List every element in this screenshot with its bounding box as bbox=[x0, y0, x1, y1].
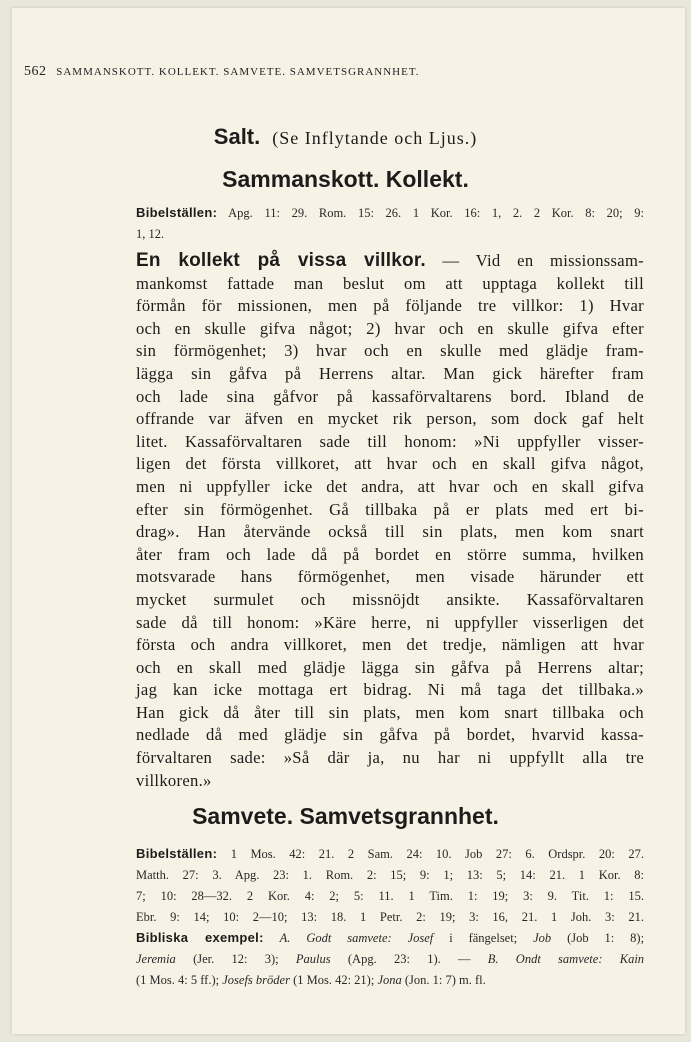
example-name: Paulus bbox=[295, 952, 331, 966]
text-line: jag kan icke mottaga ert bidrag. Ni må taga det tillbaka.» bbox=[136, 680, 644, 700]
example-ref: (Jer. 12: 3); bbox=[193, 952, 279, 966]
example-heading: Godt samvete: bbox=[306, 931, 392, 945]
example-ref: (1 Mos. 42: 21); bbox=[293, 973, 375, 987]
text-line: nedlade då med glädje sin gåfva på bordet, hvarvid kassa- bbox=[136, 725, 644, 745]
refs-label: Bibelställen: bbox=[136, 846, 218, 861]
refs-line: 1 Mos. 42: 21. 2 Sam. 24: 10. Job 27: 6. Ordspr. 20: 27. bbox=[230, 847, 644, 861]
running-title: SAMMANSKOTT. KOLLEKT. SAMVETE. SAMVETSGRANNHET. bbox=[56, 66, 420, 78]
text-line: och en skall med glädje lägga sin gåfva på Herrens altar; bbox=[136, 657, 644, 677]
biblical-examples bbox=[136, 927, 644, 991]
example-name: Josefs bröder bbox=[222, 973, 290, 987]
refs-label: Bibelställen: bbox=[136, 205, 218, 220]
text-line: åter fram och lade då på bordet en större summa, hvilken bbox=[136, 544, 644, 564]
salt-title: Salt. bbox=[213, 124, 261, 149]
kollekt-paragraph bbox=[136, 250, 644, 792]
example-text: i fängelset; bbox=[449, 931, 518, 945]
example-name: Kain bbox=[619, 952, 645, 966]
example-name: Jona bbox=[377, 973, 402, 987]
text-line: och lade sina gåfvor på kassaförvaltarens bord. Ibland de bbox=[136, 386, 644, 406]
text-line: men ni uppfyller icke det andra, att hvar och en skall gifva bbox=[136, 476, 644, 496]
section-title-sammanskott: Sammanskott. Kollekt. bbox=[222, 166, 469, 192]
example-ref: (Apg. 23: 1). — bbox=[347, 952, 471, 966]
example-ref: (Job 1: 8); bbox=[567, 931, 645, 945]
example-marker: B. bbox=[487, 952, 499, 966]
text-line: Han gick då åter till sin plats, men kom snart tillbaka och bbox=[136, 702, 644, 722]
text-line: mankomst fattade man beslut om att upptaga kollekt till bbox=[136, 273, 644, 293]
text-line: ligen det första villkoret, att hvar och en skall gifva något, bbox=[136, 454, 644, 474]
refs-line: Apg. 11: 29. Rom. 15: 26. 1 Kor. 16: 1, 2. 2 Kor. 8: 20; 9: bbox=[228, 206, 644, 220]
text-line: sin förmögenhet; 3) hvar och en skulle med glädje fram- bbox=[136, 341, 644, 361]
example-name: Jeremia bbox=[136, 952, 176, 966]
text-line: motsvarade hans förmögenhet, men visade härunder ett bbox=[136, 567, 644, 587]
text-line: första och andra villkoret, men det tredje, nämligen att hvar bbox=[136, 635, 644, 655]
example-marker: A. bbox=[279, 931, 291, 945]
example-ref: (Jon. 1: 7) m. fl. bbox=[404, 973, 486, 987]
running-head bbox=[24, 64, 420, 80]
text-line: och en skulle gifva något; 2) hvar och en skulle gifva efter bbox=[136, 318, 644, 338]
example-name: Josef bbox=[407, 931, 434, 945]
bible-refs-samvete bbox=[136, 843, 644, 928]
refs-line: Matth. 27: 3. Apg. 23: 1. Rom. 2: 15; 9: 1; 13: 5; 14: 21. 1 Kor. 8: bbox=[136, 868, 644, 882]
salt-note: (Se Inflytande och Ljus.) bbox=[272, 128, 478, 148]
text-line: sade då till honom: »Käre herre, ni uppfyller visserligen det bbox=[136, 612, 644, 632]
text-line: efter sin förmögenhet. Gå tillbaka på er plats med ert bi- bbox=[136, 499, 644, 519]
text-line: lägga sin gåfva på Herrens altar. Man gick härefter fram bbox=[136, 363, 644, 383]
text-line: villkoren.» bbox=[136, 770, 212, 790]
example-ref: (1 Mos. 4: 5 ff.); bbox=[136, 973, 220, 987]
examples-label: Bibliska exempel: bbox=[136, 930, 264, 945]
text-line: förvaltaren sade: »Så där ja, nu har ni uppfyllt alla tre bbox=[136, 748, 644, 768]
text-line: förmån för missionen, men på följande tre villkor: 1) Hvar bbox=[136, 296, 644, 316]
salt-heading bbox=[0, 124, 691, 150]
refs-line: 1, 12. bbox=[136, 227, 165, 241]
text-line: offrande var äfven en mycket rik person, som dock gaf helt bbox=[136, 409, 644, 429]
example-name: Job bbox=[533, 931, 552, 945]
bible-refs-sammanskott bbox=[136, 202, 644, 245]
refs-line: Ebr. 9: 14; 10: 2—10; 13: 18. 1 Petr. 2: 19; 3: 16, 21. 1 Joh. 3: 21. bbox=[136, 910, 644, 924]
section-title-samvete: Samvete. Samvetsgrannhet. bbox=[192, 803, 499, 829]
text-line: — Vid en missionssam- bbox=[442, 251, 645, 270]
text-line: mycket surmulet och missnöjdt ansikte. Kassaförvaltaren bbox=[136, 589, 644, 609]
text-line: drag». Han återvände också till sin plats, men kom snart bbox=[136, 522, 644, 542]
refs-line: 7; 10: 28—32. 2 Kor. 4: 2; 5: 11. 1 Tim. 1: 19; 3: 9. Tit. 1: 15. bbox=[136, 889, 644, 903]
paragraph-title: En kollekt på vissa villkor. bbox=[136, 250, 426, 271]
text-line: litet. Kassaförvaltaren sade till honom: »Ni uppfyller visser- bbox=[136, 431, 644, 451]
page-number: 562 bbox=[24, 64, 47, 79]
example-heading: Ondt samvete: bbox=[515, 952, 603, 966]
